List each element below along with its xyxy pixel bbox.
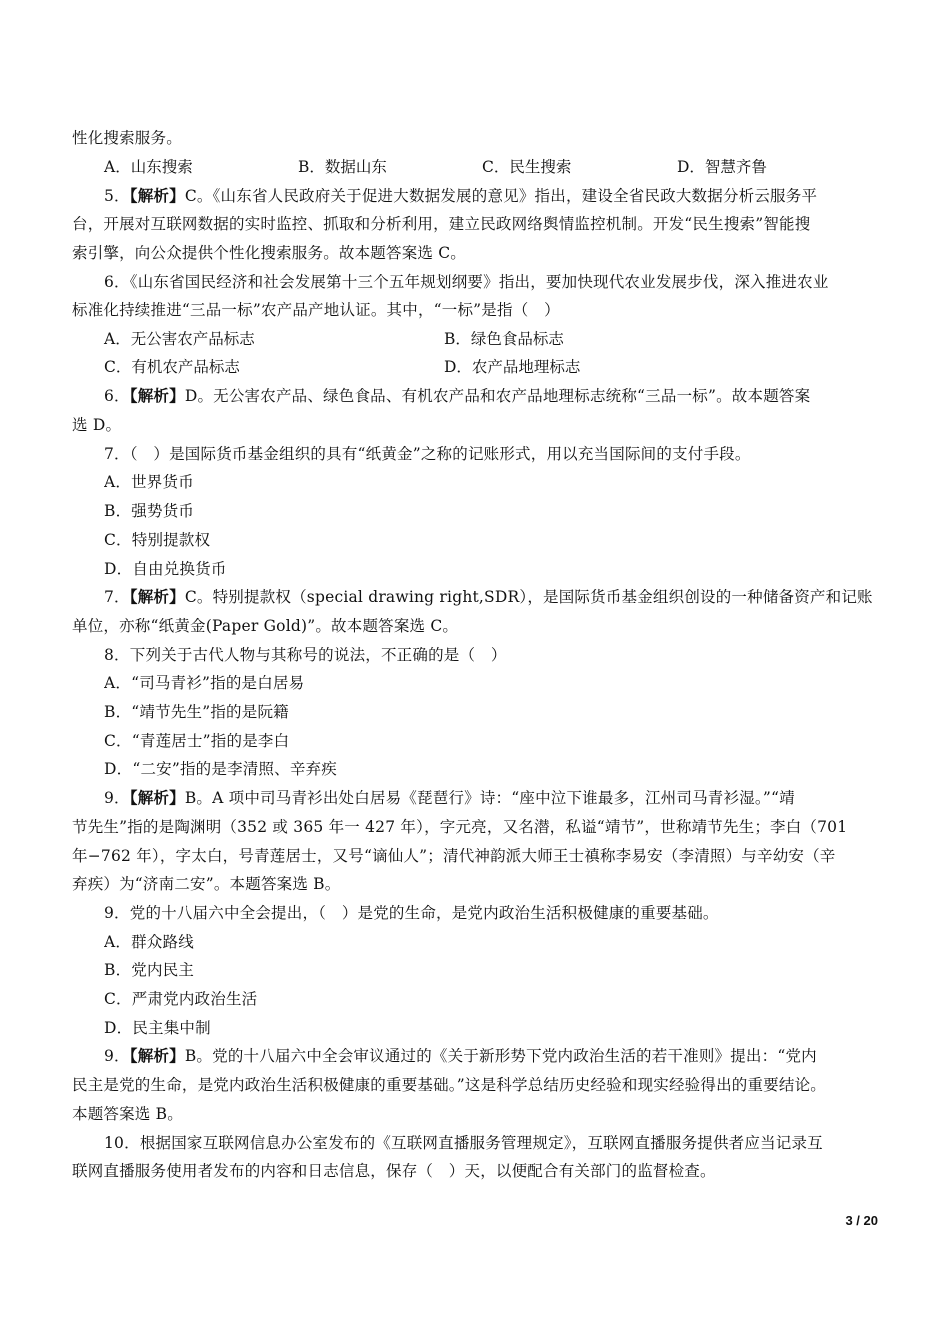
text-line: 标准化持续推进“三品一标”农产品产地认证。其中，“一标”是指（ ） [72, 301, 560, 319]
text-line: 民主是党的生命，是党内政治生活积极健康的重要基础。”这是科学总结历史经验和现实经验得出的重要结论。 [72, 1076, 826, 1094]
analysis-line: 6．【解析】D。无公害农产品、绿色食品、有机农产品和农产品地理标志统称“三品一标”。故本题答案 [104, 386, 811, 405]
option-line: B．强势货币 [104, 502, 195, 520]
option-line: A．世界货币 [104, 473, 194, 491]
text-line: 索引擎，向公众提供个性化搜索服务。故本题答案选 C。 [72, 244, 466, 262]
text-line: 性化搜索服务。 [72, 129, 182, 147]
q5-option-d: D．智慧齐鲁 [677, 158, 767, 176]
question-line: 8．下列关于古代人物与其称号的说法，不正确的是（ ） [104, 646, 507, 664]
option-line: B．党内民主 [104, 961, 195, 979]
text-line: 节先生”指的是陶渊明（352 或 365 年一 427 年），字元亮，又名潜，私谥“靖节”，世称靖节先生；李白（701 [72, 818, 848, 836]
question-line: 7．（ ）是国际货币基金组织的具有“纸黄金”之称的记账形式，用以充当国际间的支付手段。 [104, 445, 751, 463]
option-line: D．“二安”指的是李清照、辛弃疾 [104, 760, 337, 778]
option-line: D．民主集中制 [104, 1019, 211, 1037]
text-line: 台，开展对互联网数据的实时监控、抓取和分析利用，建立民政网络舆情监控机制。开发“民生搜索”智能搜 [72, 215, 811, 233]
question-line: 6．《山东省国民经济和社会发展第十三个五年规划纲要》指出，要加快现代农业发展步伐，深入推进农业 [104, 273, 829, 291]
text-line: 选 D。 [72, 416, 122, 434]
q5-option-a: A．山东搜索 [104, 158, 193, 176]
q6-option-c: C．有机农产品标志 [104, 358, 240, 376]
text-line: 弃疾）为“济南二安”。本题答案选 B。 [72, 875, 341, 893]
question-line: 10．根据国家互联网信息办公室发布的《互联网直播服务管理规定》，互联网直播服务提供者应当记录互 [104, 1134, 823, 1152]
q5-option-c: C．民生搜索 [482, 158, 572, 176]
option-line: C．特别提款权 [104, 531, 211, 549]
analysis-line: 9．【解析】B。A 项中司马青衫出处白居易《琵琶行》诗：“座中泣下谁最多，江州司马青衫湿。”“靖 [104, 788, 795, 807]
text-line: 年−762 年），字太白，号青莲居士，又号“谪仙人”；清代神韵派大师王士禛称李易安（李清照）与辛幼安（辛 [72, 847, 836, 865]
page-number: 3 / 20 [845, 1213, 878, 1228]
analysis-line: 5．【解析】C。《山东省人民政府关于促进大数据发展的意见》指出，建设全省民政大数据分析云服务平 [104, 186, 818, 205]
question-line: 9．党的十八届六中全会提出，（ ）是党的生命，是党内政治生活积极健康的重要基础。 [104, 904, 719, 922]
option-line: C．“青莲居士”指的是李白 [104, 732, 290, 750]
option-line: B．“靖节先生”指的是阮籍 [104, 703, 289, 721]
option-line: D．自由兑换货币 [104, 560, 227, 578]
q6-option-d: D．农产品地理标志 [444, 358, 581, 376]
option-line: A．群众路线 [104, 933, 194, 951]
option-line: A．“司马青衫”指的是白居易 [104, 674, 305, 692]
option-line: C．严肃党内政治生活 [104, 990, 258, 1008]
analysis-line: 7．【解析】C。特别提款权（special drawing right,SDR），是国际货币基金组织创设的一种储备资产和记账 [104, 587, 873, 606]
q6-option-b: B．绿色食品标志 [444, 330, 564, 348]
q5-option-b: B．数据山东 [298, 158, 387, 176]
text-line: 本题答案选 B。 [72, 1105, 183, 1123]
text-line: 联网直播服务使用者发布的内容和日志信息，保存（ ）天，以便配合有关部门的监督检查。 [72, 1162, 716, 1180]
q6-option-a: A．无公害农产品标志 [104, 330, 255, 348]
analysis-line: 9．【解析】B。党的十八届六中全会审议通过的《关于新形势下党内政治生活的若干准则》提出：“党内 [104, 1046, 817, 1065]
text-line: 单位，亦称“纸黄金(Paper Gold)”。故本题答案选 C。 [72, 617, 459, 635]
